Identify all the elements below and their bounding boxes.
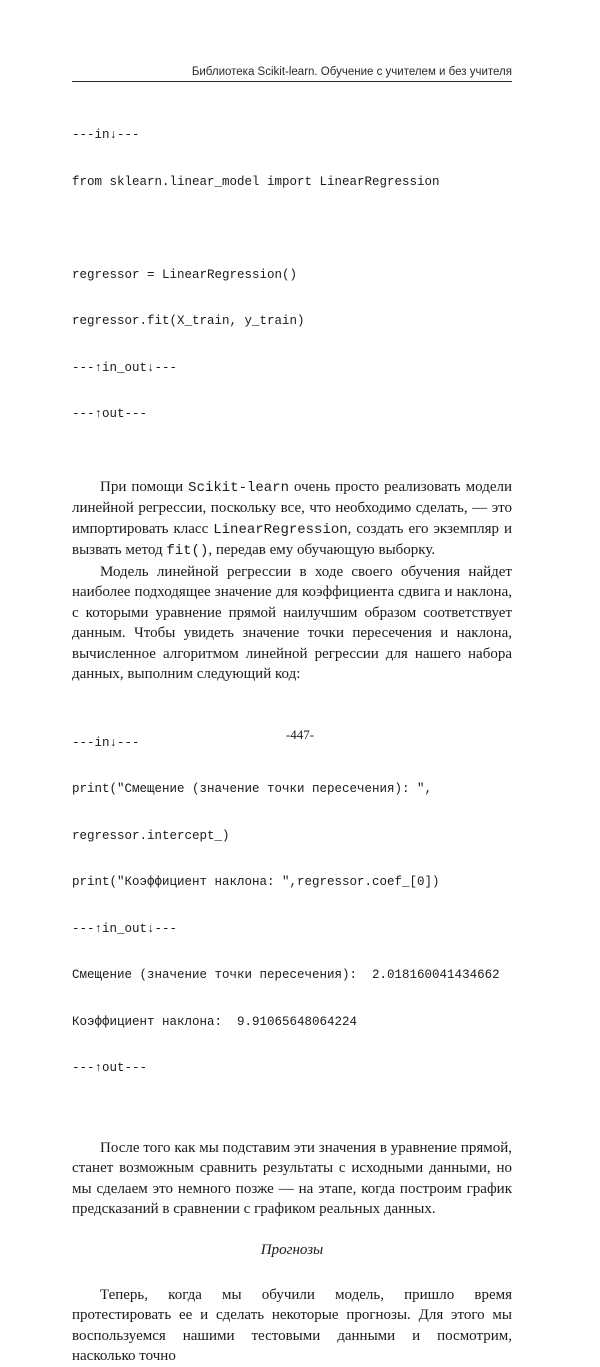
code-line: regressor.fit(X_train, y_train) (72, 314, 305, 328)
inline-code-class: LinearRegression (213, 521, 348, 538)
code-line: Коэффициент наклона: 9.91065648064224 (72, 1014, 358, 1029)
code-line: ---↑in_out↓--- (72, 921, 178, 936)
running-header: Библиотека Scikit-learn. Обучение с учителем и без учителя (72, 66, 512, 82)
paragraph-2: Модель линейной регрессии в ходе своего обучения найдет наиболее подходящее значение для коэффициента сдвига и наклона, с которыми уравнение прямой наилучшим образом соответствует данным. Чтобы увидеть значение точки пересечения и наклона, вычисленное алгоритмом линейной регрессии для нашего набора данных, выполним следующий код: (72, 563, 512, 682)
inline-code-method: fit() (166, 543, 209, 559)
inline-code-library: Scikit-learn (188, 479, 289, 496)
section-subheading: Прогнозы (260, 1241, 324, 1258)
page-number: -447- (285, 727, 315, 742)
code-line: regressor = LinearRegression() (72, 267, 298, 282)
code-line: ---↑in_out↓--- (72, 360, 178, 375)
code-line: ---↑out--- (72, 1061, 148, 1075)
paragraph-1: При помощи Scikit-learn очень просто реализовать модели линейной регрессии, поскольку все, что необходимо сделать, — это импортировать класс LinearRegression, создать его экземпляр и вызвать метод fit(), передав ему обучающую выборку. (72, 478, 512, 559)
code-line (72, 221, 512, 237)
code-line: Смещение (значение точки пересечения): 2.018160041434662 (72, 968, 500, 982)
code-line: from sklearn.linear_model import LinearRegression (72, 174, 440, 189)
code-line: print("Коэффициент наклона: ",regressor.coef_[0]) (72, 875, 440, 889)
paragraph-3: После того как мы подставим эти значения в уравнение прямой, станет возможным сравнить результаты с исходными данными, но мы сделаем это немного позже — на этапе, когда построим график предсказаний в сравнении с графиком реальных данных. (72, 1139, 512, 1217)
code-block-1 (72, 97, 512, 454)
code-line: ---↑out--- (72, 407, 148, 421)
paragraph-4: Теперь, когда мы обучили модель, пришло время протестировать ее и сделать некоторые прогнозы. Для этого мы воспользуемся нашими тестовыми данными и посмотрим, насколько точно (72, 1286, 512, 1364)
code-block-2 (72, 705, 512, 1108)
code-line: print("Смещение (значение точки пересечения): ", (72, 782, 433, 796)
code-line: ---in↓--- (72, 128, 140, 142)
code-line: regressor.intercept_) (72, 828, 230, 843)
code-line: ---in↓--- (72, 735, 140, 750)
